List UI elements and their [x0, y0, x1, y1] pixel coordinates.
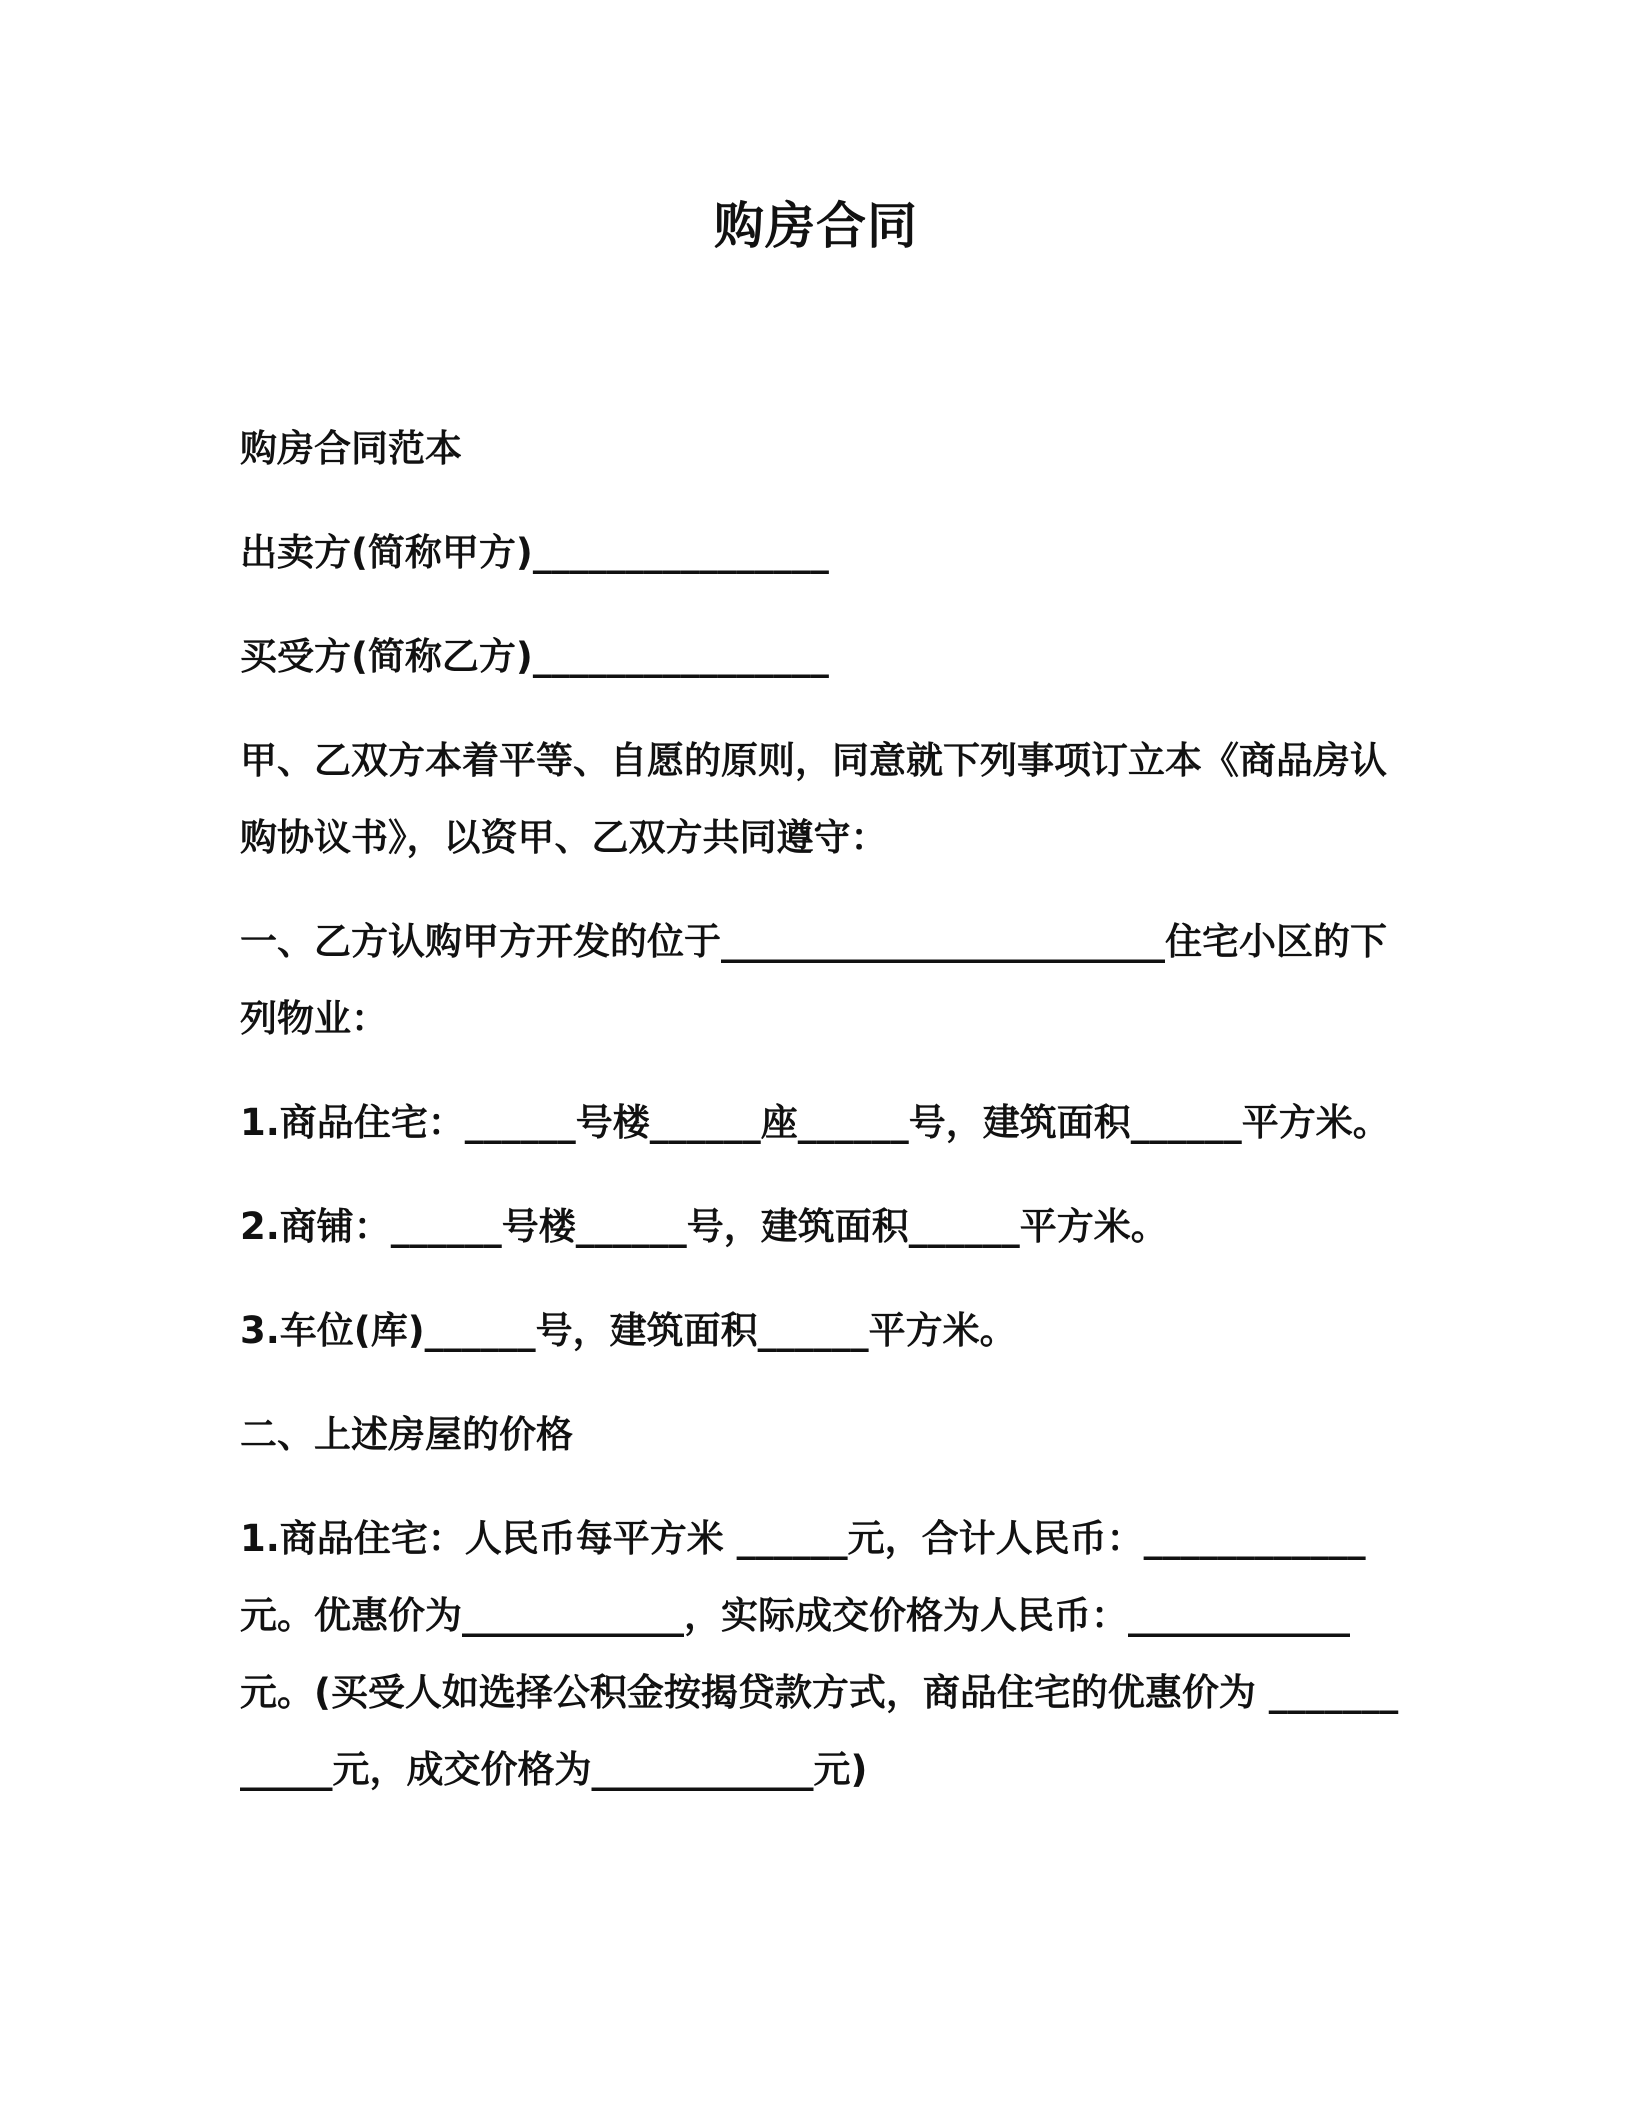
seller-field-paragraph: 出卖方(简称甲方)________________: [240, 531, 829, 574]
residence-item-paragraph: 1.商品住宅：______号楼______座______号，建筑面积______平方米。: [240, 1101, 1390, 1144]
clause-1-paragraph: 一、乙方认购甲方开发的位于________________________住宅小区的下列物业：: [240, 920, 1387, 1040]
clause-2-heading: 二、上述房屋的价格: [240, 1413, 573, 1456]
parking-item-paragraph: 3.车位(库)______号，建筑面积______平方米。: [240, 1309, 1017, 1352]
subtitle-paragraph: 购房合同范本: [240, 427, 462, 470]
document-title: 购房合同: [714, 197, 918, 255]
document-body: [240, 410, 1400, 1835]
residence-price-paragraph: 1.商品住宅：人民币每平方米 ______元，合计人民币：____________ 元。优惠价为____________，实际成交价格为人民币：____________元。(买受人如选择公积金按揭贷款方式，商品住宅的优惠价为 ____________元，成交价格为____________元): [240, 1517, 1399, 1791]
buyer-field-paragraph: 买受方(简称乙方)________________: [240, 635, 829, 678]
shop-item-paragraph: 2.商铺：______号楼______号，建筑面积______平方米。: [240, 1205, 1168, 1248]
preamble-paragraph: 甲、乙双方本着平等、自愿的原则，同意就下列事项订立本《商品房认购协议书》，以资甲、乙双方共同遵守：: [240, 739, 1387, 859]
